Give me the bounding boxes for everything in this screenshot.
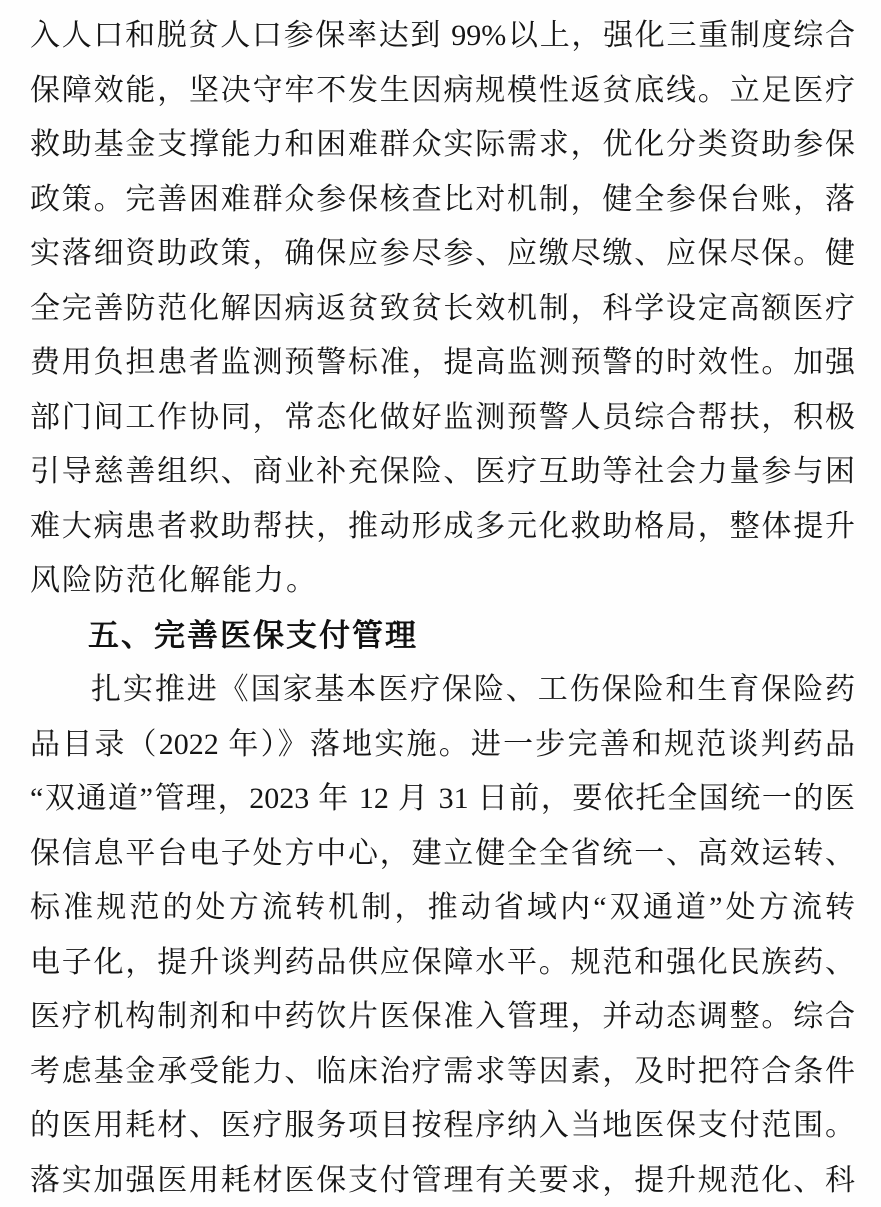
- text-line: 医疗机构制剂和中药饮片医保准入管理，并动态调整。综合: [30, 1000, 855, 1033]
- text-line: 品目录（2022 年）》落地实施。进一步完善和规范谈判药品: [30, 727, 855, 761]
- text-line: 部门间工作协同，常态化做好监测预警人员综合帮扶，积极: [30, 400, 855, 434]
- text-line: 全完善防范化解因病返贫致贫长效机制，科学设定高额医疗: [30, 291, 855, 325]
- text-line: 保信息平台电子处方中心，建立健全全省统一、高效运转、: [30, 836, 855, 870]
- text-line: 救助基金支撑能力和困难群众实际需求，优化分类资助参保: [30, 128, 855, 161]
- section-heading: 五、完善医保支付管理: [88, 617, 418, 653]
- text-line: 的医用耗材、医疗服务项目按程序纳入当地医保支付范围。: [30, 1109, 855, 1142]
- text-line: 难大病患者救助帮扶，推动形成多元化救助格局，整体提升: [30, 509, 855, 543]
- text-line: 入人口和脱贫人口参保率达到 99%以上，强化三重制度综合: [30, 19, 855, 52]
- text-line: 实落细资助政策，确保应参尽参、应缴尽缴、应保尽保。健: [30, 237, 855, 270]
- text-line: 考虑基金承受能力、临床治疗需求等因素，及时把符合条件: [30, 1054, 855, 1088]
- text-line: 费用负担患者监测预警标准，提高监测预警的时效性。加强: [30, 346, 855, 379]
- text-line: 保障效能，坚决守牢不发生因病规模性返贫底线。立足医疗: [30, 73, 855, 107]
- text-line: “双通道”管理，2023 年 12 月 31 日前，要依托全国统一的医: [30, 782, 855, 815]
- text-line: 标准规范的处方流转机制，推动省域内“双通道”处方流转: [30, 891, 855, 924]
- text-line: 扎实推进《国家基本医疗保险、工伤保险和生育保险药: [91, 673, 855, 706]
- text-line: 电子化，提升谈判药品供应保障水平。规范和强化民族药、: [30, 945, 855, 979]
- text-line: 风险防范化解能力。: [30, 564, 318, 597]
- text-line: 落实加强医用耗材医保支付管理有关要求，提升规范化、科: [30, 1163, 855, 1197]
- text-line: 引导慈善组织、商业补充保险、医疗互助等社会力量参与困: [30, 455, 855, 488]
- text-line: 政策。完善困难群众参保核查比对机制，健全参保台账，落: [30, 182, 855, 216]
